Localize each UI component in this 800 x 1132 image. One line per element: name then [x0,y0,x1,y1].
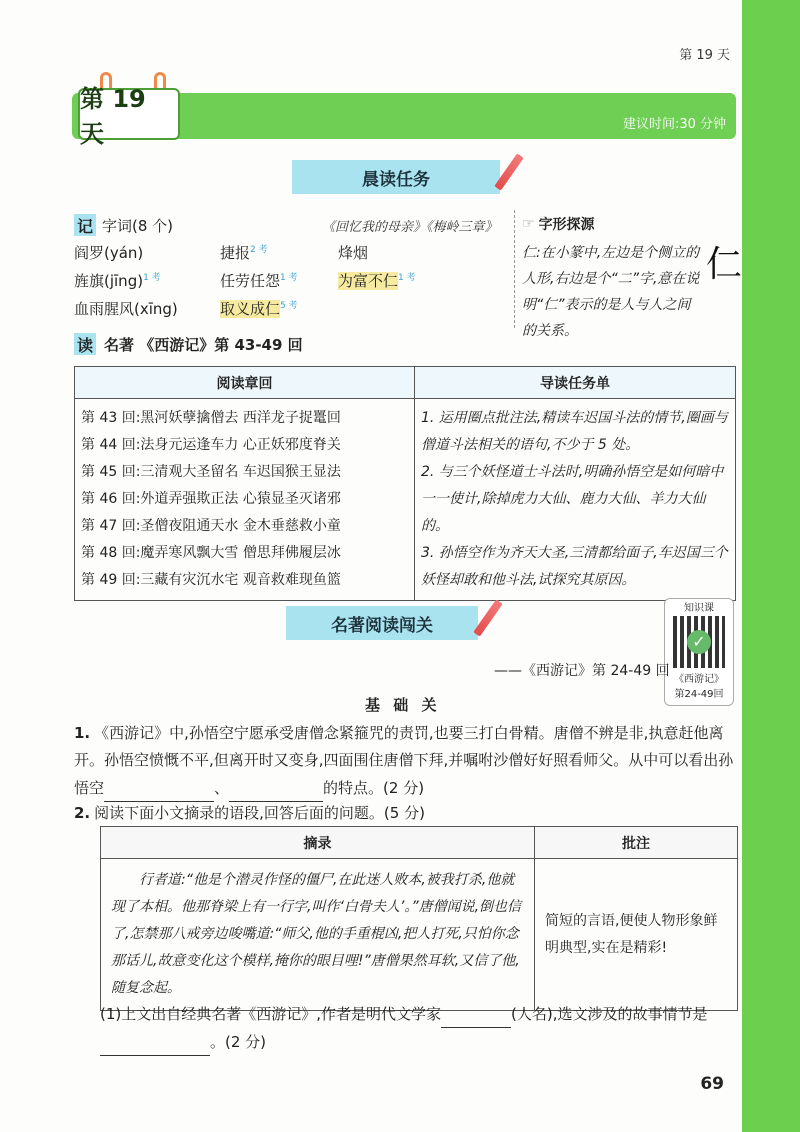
day-title: 第 19 天 [78,88,180,140]
word-item: 血雨腥风(xīng) [74,300,178,318]
read-label: 读 [74,333,96,355]
question-text: (1)上文出自经典名著《西游记》,作者是明代文学家 [100,1005,442,1023]
qr-card[interactable] [664,598,734,706]
divider [514,210,515,328]
read-title: 名著 《西游记》第 43-49 回 [104,335,303,354]
answer-blank[interactable] [441,1000,511,1028]
question-text: (人名),选文涉及的故事情节是 [511,1005,708,1023]
word-item: 为富不仁$^{1 考}$ [338,272,416,290]
words-header [74,214,173,236]
question-2-1 [100,1000,740,1056]
seal-script-glyph: 仁 [706,244,743,285]
task-list [415,399,736,601]
qr-chapter-label: 第24-49回 [674,689,724,700]
origin-header [522,214,595,234]
word-item: 取义成仁$^{5 考}$ [220,300,298,318]
excerpt-text: 行者道:“他是个潜灵作怪的僵尸,在此迷人败本,被我打杀,他就现了本相。他那脊梁上有一行字,叫作‘白骨夫人’。”唐僧闻说,倒也信了,怎禁那八戒旁边唆嘴道:“师父,他的手重棍凶,把人打死,只怕你念那话儿,故意变化这个模样,掩你的眼目哩!”唐僧果然耳软,又信了他,随复念起。 [111,872,522,996]
hand-icon: ☞ [522,216,535,232]
suggest-time: 建议时间:30 分钟 [622,117,726,132]
origin-title: 字形探源 [538,217,595,233]
excerpt-header: 摘录 [101,827,535,859]
chapter-item: 第 48 回:魔弄寒风飘大雪 僧思拜佛履层冰 [81,545,341,561]
notes-table [100,826,738,1011]
chapter-list [75,399,415,601]
question-number: 1. [74,724,91,742]
chapter-header: 阅读章回 [75,367,415,399]
separator: 、 [214,779,230,797]
origin-text: 仁:在小篆中,左边是个侧立的人形,右边是个“二”字,意在说明“仁”表示的是人与人之间的关系。 [522,245,700,339]
answer-blank[interactable] [104,774,214,802]
answer-blank[interactable] [100,1028,210,1056]
comment-text: 简短的言语,便使人物形象鲜明典型,实在是精彩! [545,912,718,956]
task-item: 2. 与三个妖怪道士斗法时,明确孙悟空是如何暗中一一使计,除掉虎力大仙、鹿力大仙、羊力大仙的。 [421,464,724,534]
comment-header: 批注 [535,827,738,859]
chapter-item: 第 49 回:三藏有灾沉水宅 观音救难现鱼篮 [81,572,341,588]
challenge-title [286,606,478,640]
source-ref: ——《西游记》第 24-49 回 [494,663,670,679]
running-head: 第 19 天 [679,48,730,63]
chapter-item: 第 45 回:三清观大圣留名 车迟国猴王显法 [81,464,341,480]
qr-code-icon[interactable] [673,616,725,668]
morning-task-label: 晨读任务 [362,169,430,190]
question-2 [74,800,744,827]
challenge-label: 名著阅读闯关 [331,615,433,636]
chapter-item: 第 46 回:外道弄强欺正法 心猿显圣灭诸邪 [81,491,341,507]
chapter-table [74,366,736,601]
morning-task-title [292,160,500,194]
qr-top-label: 知识课 [684,603,714,614]
question-text: 阅读下面小文摘录的语段,回答后面的问题。(5 分) [94,804,425,822]
read-header [74,333,303,355]
question-1 [74,720,744,802]
comment-cell [535,859,738,1011]
word-item: 捷报$^{2 考}$ [220,244,268,262]
chapter-item: 第 43 回:黑河妖孽擒僧去 西洋龙子捉鼍回 [81,410,341,426]
word-item: 阎罗(yán) [74,244,144,262]
word-item: 烽烟 [338,244,369,262]
task-item: 3. 孙悟空作为齐天大圣,三清都给面子,车迟国三个妖怪却敢和他斗法,试探究其原因。 [421,545,728,588]
question-number: 2. [74,804,91,822]
question-text: 。(2 分) [210,1033,267,1051]
answer-blank[interactable] [229,774,323,802]
question-text: 的特点。(2 分) [323,779,425,797]
book-reference: 《回忆我的母亲》《梅岭三章》 [322,220,498,235]
task-header: 导读任务单 [415,367,736,399]
remember-label: 记 [74,214,96,236]
chapter-item: 第 44 回:法身元运逢车力 心正妖邪度脊关 [81,437,341,453]
page-number: 69 [700,1074,724,1094]
word-item: 旌旗(jīng)$^{1 考}$ [74,272,161,290]
check-icon: ✓ [687,630,711,654]
qr-book-label: 《西游记》 [674,674,724,685]
green-page-edge [742,0,800,1132]
words-title: 字词(8 个) [102,216,174,235]
basic-level-title: 基 础 关 [365,696,441,714]
excerpt-cell [101,859,535,1011]
task-item: 1. 运用圈点批注法,精读车迟国斗法的情节,圈画与僧道斗法相关的语句,不少于 5 处。 [421,410,728,453]
word-item: 任劳任怨$^{1 考}$ [220,272,298,290]
question-text: 《西游记》中,孙悟空宁愿承受唐僧念紧箍咒的责罚,也要三打白骨精。唐僧不辨是非,执意赶他离开。孙悟空愤慨不平,但离开时又变身,四面围住唐僧下拜,并嘱咐沙僧好好照看师父。从中可以看出孙悟空 [74,724,734,797]
chapter-item: 第 47 回:圣僧夜阻通天水 金木垂慈救小童 [81,518,341,534]
